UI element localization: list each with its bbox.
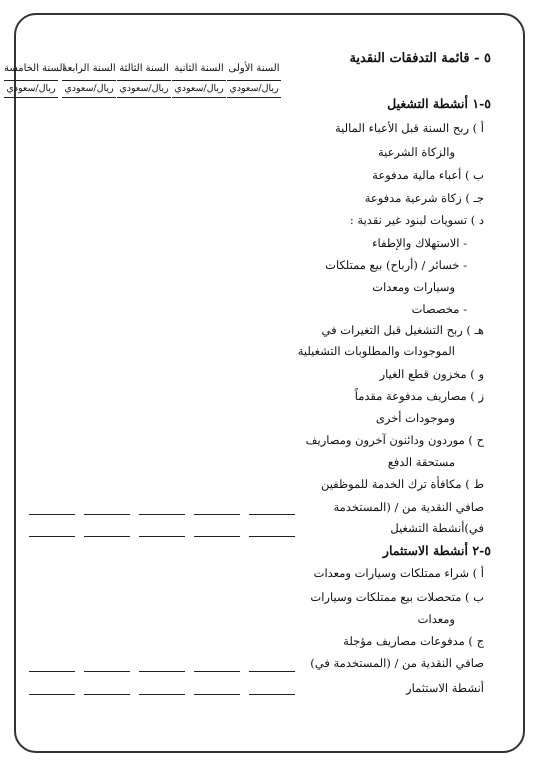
- total-rule: [139, 671, 185, 672]
- line-item: - مخصصات: [411, 302, 467, 316]
- column-header-year-4: [62, 62, 116, 98]
- line-item: والزكاة الشرعية: [377, 145, 455, 159]
- total-rule: [249, 536, 295, 537]
- line-item: أ ) ربح السنة قبل الأعباء المالية: [334, 121, 484, 135]
- line-item: ز ) مصاريف مدفوعة مقدماً: [354, 389, 484, 403]
- total-rule: [139, 536, 185, 537]
- section-heading-operating: ٥-١ أنشطة التشغيل: [387, 96, 491, 111]
- line-item: ح ) موردون ودائنون آخرون ومصاريف: [305, 433, 484, 447]
- page-title: ٥ - قائمة التدفقات النقدية: [349, 51, 491, 66]
- total-rule: [29, 536, 75, 537]
- total-rule: [194, 671, 240, 672]
- line-item: د ) تسويات لبنود غير نقدية :: [349, 213, 484, 227]
- total-rule: [194, 694, 240, 695]
- total-rule: [139, 694, 185, 695]
- column-unit-label: ريال/سعودي: [62, 80, 116, 98]
- line-item: ب ) أعباء مالية مدفوعة: [372, 168, 484, 182]
- column-year-label: السنة الأولى: [228, 63, 280, 74]
- column-unit-label: ريال/سعودي: [117, 80, 171, 98]
- total-rule: [194, 514, 240, 515]
- column-unit-label: ريال/سعودي: [172, 80, 226, 98]
- line-item: وموجودات أخرى: [375, 411, 455, 425]
- column-year-label: السنة الخامسة: [4, 63, 66, 74]
- total-rule: [29, 514, 75, 515]
- total-rule: [84, 536, 130, 537]
- line-item: - الاستهلاك والإطفاء: [372, 236, 467, 250]
- total-rule: [84, 514, 130, 515]
- column-year-label: السنة الرابعة: [62, 63, 116, 74]
- column-header-year-3: [117, 62, 171, 98]
- total-rule: [139, 514, 185, 515]
- line-item: صافي النقدية من / (المستخدمة: [333, 500, 484, 514]
- line-item: ومعدات: [417, 612, 455, 626]
- section-heading-investing: ٥-٢ أنشطة الاستثمار: [382, 543, 491, 558]
- line-item: صافي النقدية من / (المستخدمة في): [310, 656, 484, 670]
- line-item: في)أنشطة التشغيل: [390, 521, 484, 535]
- column-header-year-1: [227, 62, 281, 98]
- column-unit-label: ريال/سعودي: [227, 80, 281, 98]
- total-rule: [29, 671, 75, 672]
- total-rule: [249, 694, 295, 695]
- line-item: و ) مخزون قطع الغيار: [379, 367, 484, 381]
- line-item: ب ) متحصلات بيع ممتلكات وسيارات: [310, 590, 484, 604]
- column-unit-label: ريال/سعودي: [4, 80, 58, 98]
- line-item: مستحقة الدفع: [387, 455, 455, 469]
- line-item: أ ) شراء ممتلكات وسيارات ومعدات: [313, 566, 484, 580]
- line-item: أنشطة الاستثمار: [406, 681, 484, 695]
- line-item: ط ) مكافأة ترك الخدمة للموظفين: [320, 477, 484, 491]
- column-header-year-2: [172, 62, 226, 98]
- column-year-label: السنة الثالثة: [119, 63, 169, 74]
- line-item: هـ ) ربح التشغيل قبل التغيرات في: [321, 323, 484, 337]
- total-rule: [84, 694, 130, 695]
- total-rule: [249, 514, 295, 515]
- line-item: الموجودات والمطلوبات التشغيلية: [297, 344, 455, 358]
- total-rule: [29, 694, 75, 695]
- total-rule: [84, 671, 130, 672]
- column-year-label: السنة الثانية: [174, 63, 224, 74]
- line-item: وسيارات ومعدات: [372, 280, 455, 294]
- line-item: ج ) مدفوعات مصاريف مؤجلة: [343, 634, 484, 648]
- total-rule: [249, 671, 295, 672]
- total-rule: [194, 536, 240, 537]
- line-item: جـ ) زكاة شرعية مدفوعة: [364, 191, 484, 205]
- line-item: - خسائر / (أرباح) بيع ممتلكات: [325, 258, 467, 272]
- column-header-year-5: [4, 62, 66, 98]
